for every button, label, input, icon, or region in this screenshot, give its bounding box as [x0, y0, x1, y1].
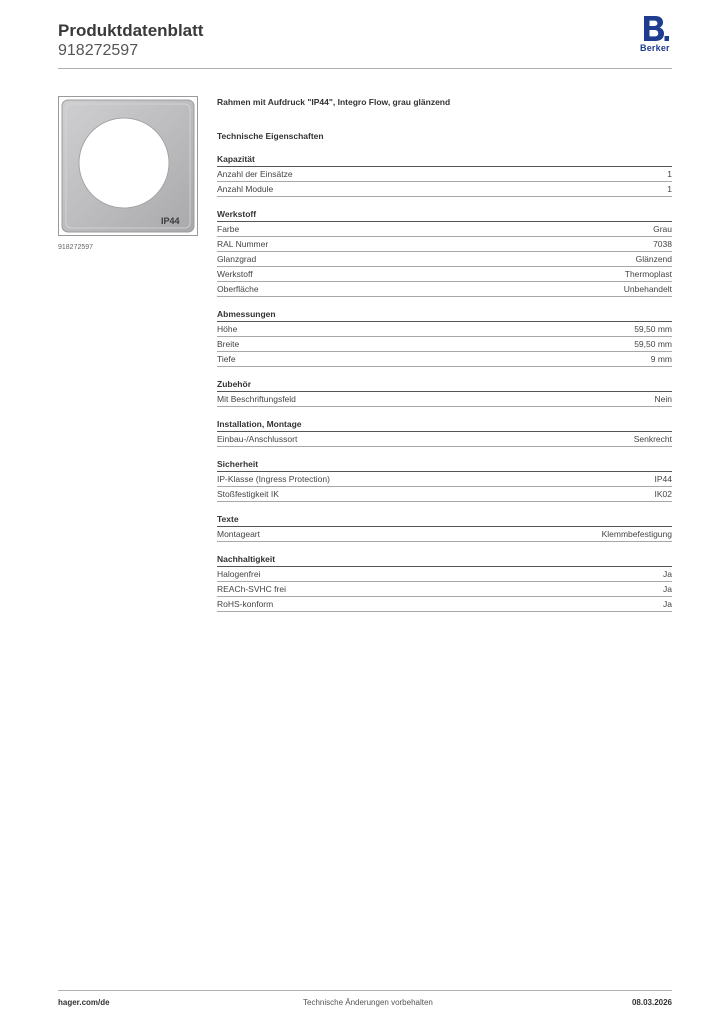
spec-row: [217, 252, 672, 267]
spec-label: Mit Beschriftungsfeld: [217, 394, 296, 404]
spec-label: Oberfläche: [217, 284, 259, 294]
spec-value: Ja: [663, 599, 672, 609]
section-title: Abmessungen: [217, 308, 672, 322]
spec-content: [217, 96, 672, 612]
spec-label: Montageart: [217, 529, 260, 539]
spec-row: [217, 472, 672, 487]
spec-label: Anzahl Module: [217, 184, 274, 194]
header-divider: [58, 68, 672, 69]
spec-label: Glanzgrad: [217, 254, 257, 264]
footer-notice: Technische Änderungen vorbehalten: [303, 998, 433, 1007]
section-title: Installation, Montage: [217, 418, 672, 432]
frame-illustration: [59, 97, 197, 235]
spec-label: IP-Klasse (Ingress Protection): [217, 474, 330, 484]
product-image: [58, 96, 198, 236]
spec-value: Senkrecht: [633, 434, 672, 444]
section-sicherheit: [217, 458, 672, 502]
document-header: [58, 20, 203, 61]
berker-logo: [640, 16, 674, 54]
spec-value: 9 mm: [650, 354, 672, 364]
spec-label: Stoßfestigkeit IK: [217, 489, 279, 499]
spec-row: [217, 487, 672, 502]
spec-value: Ja: [663, 584, 672, 594]
spec-value: Nein: [654, 394, 672, 404]
spec-value: IK02: [654, 489, 672, 499]
spec-row: [217, 282, 672, 297]
section-abmessungen: [217, 308, 672, 367]
spec-row: [217, 182, 672, 197]
section-title: Sicherheit: [217, 458, 672, 472]
berker-b-logo-icon: [641, 16, 669, 42]
ip44-print: IP44: [161, 216, 180, 226]
spec-label: Werkstoff: [217, 269, 253, 279]
spec-value: Ja: [663, 569, 672, 579]
spec-label: RoHS-konform: [217, 599, 274, 609]
spec-value: Klemmbefestigung: [601, 529, 672, 539]
spec-label: Anzahl der Einsätze: [217, 169, 293, 179]
spec-value: 59,50 mm: [634, 324, 672, 334]
product-description: Rahmen mit Aufdruck "IP44", Integro Flow, grau glänzend: [217, 97, 451, 107]
spec-label: Farbe: [217, 224, 240, 234]
section-texte: [217, 513, 672, 542]
section-title: Nachhaltigkeit: [217, 553, 672, 567]
logo-text: Berker: [640, 43, 670, 53]
spec-row: [217, 392, 672, 407]
spec-value: 7038: [653, 239, 672, 249]
spec-row: [217, 337, 672, 352]
spec-value: Grau: [653, 224, 672, 234]
spec-value: 59,50 mm: [634, 339, 672, 349]
spec-label: RAL Nummer: [217, 239, 269, 249]
section-nachhaltigkeit: [217, 553, 672, 612]
section-zubehoer: [217, 378, 672, 407]
spec-row: [217, 432, 672, 447]
spec-label: Breite: [217, 339, 240, 349]
spec-row: [217, 582, 672, 597]
spec-value: IP44: [654, 474, 672, 484]
spec-row: [217, 237, 672, 252]
section-installation: [217, 418, 672, 447]
section-title: Texte: [217, 513, 672, 527]
spec-row: [217, 267, 672, 282]
spec-value: 1: [667, 169, 672, 179]
spec-label: Tiefe: [217, 354, 236, 364]
spec-row: [217, 597, 672, 612]
spec-label: REACh-SVHC frei: [217, 584, 286, 594]
spec-value: Glänzend: [635, 254, 672, 264]
section-title: Kapazität: [217, 153, 672, 167]
section-title: Zubehör: [217, 378, 672, 392]
spec-row: [217, 527, 672, 542]
spec-row: [217, 167, 672, 182]
image-caption: 918272597: [58, 244, 94, 251]
footer-date: 08.03.2026: [631, 998, 672, 1007]
product-number: 918272597: [58, 42, 139, 59]
spec-value: Unbehandelt: [623, 284, 672, 294]
spec-row: [217, 567, 672, 582]
tech-properties-heading: Technische Eigenschaften: [217, 131, 324, 141]
spec-row: [217, 352, 672, 367]
spec-row: [217, 322, 672, 337]
spec-value: 1: [667, 184, 672, 194]
document-title: Produktdatenblatt: [58, 21, 204, 40]
spec-label: Einbau-/Anschlussort: [217, 434, 298, 444]
spec-label: Höhe: [217, 324, 238, 334]
spec-row: [217, 222, 672, 237]
footer-divider: [58, 990, 672, 991]
section-kapazitaet: [217, 153, 672, 197]
section-title: Werkstoff: [217, 208, 672, 222]
spec-label: Halogenfrei: [217, 569, 261, 579]
spec-value: Thermoplast: [624, 269, 672, 279]
section-werkstoff: [217, 208, 672, 297]
footer-website: hager.com/de: [58, 998, 110, 1007]
